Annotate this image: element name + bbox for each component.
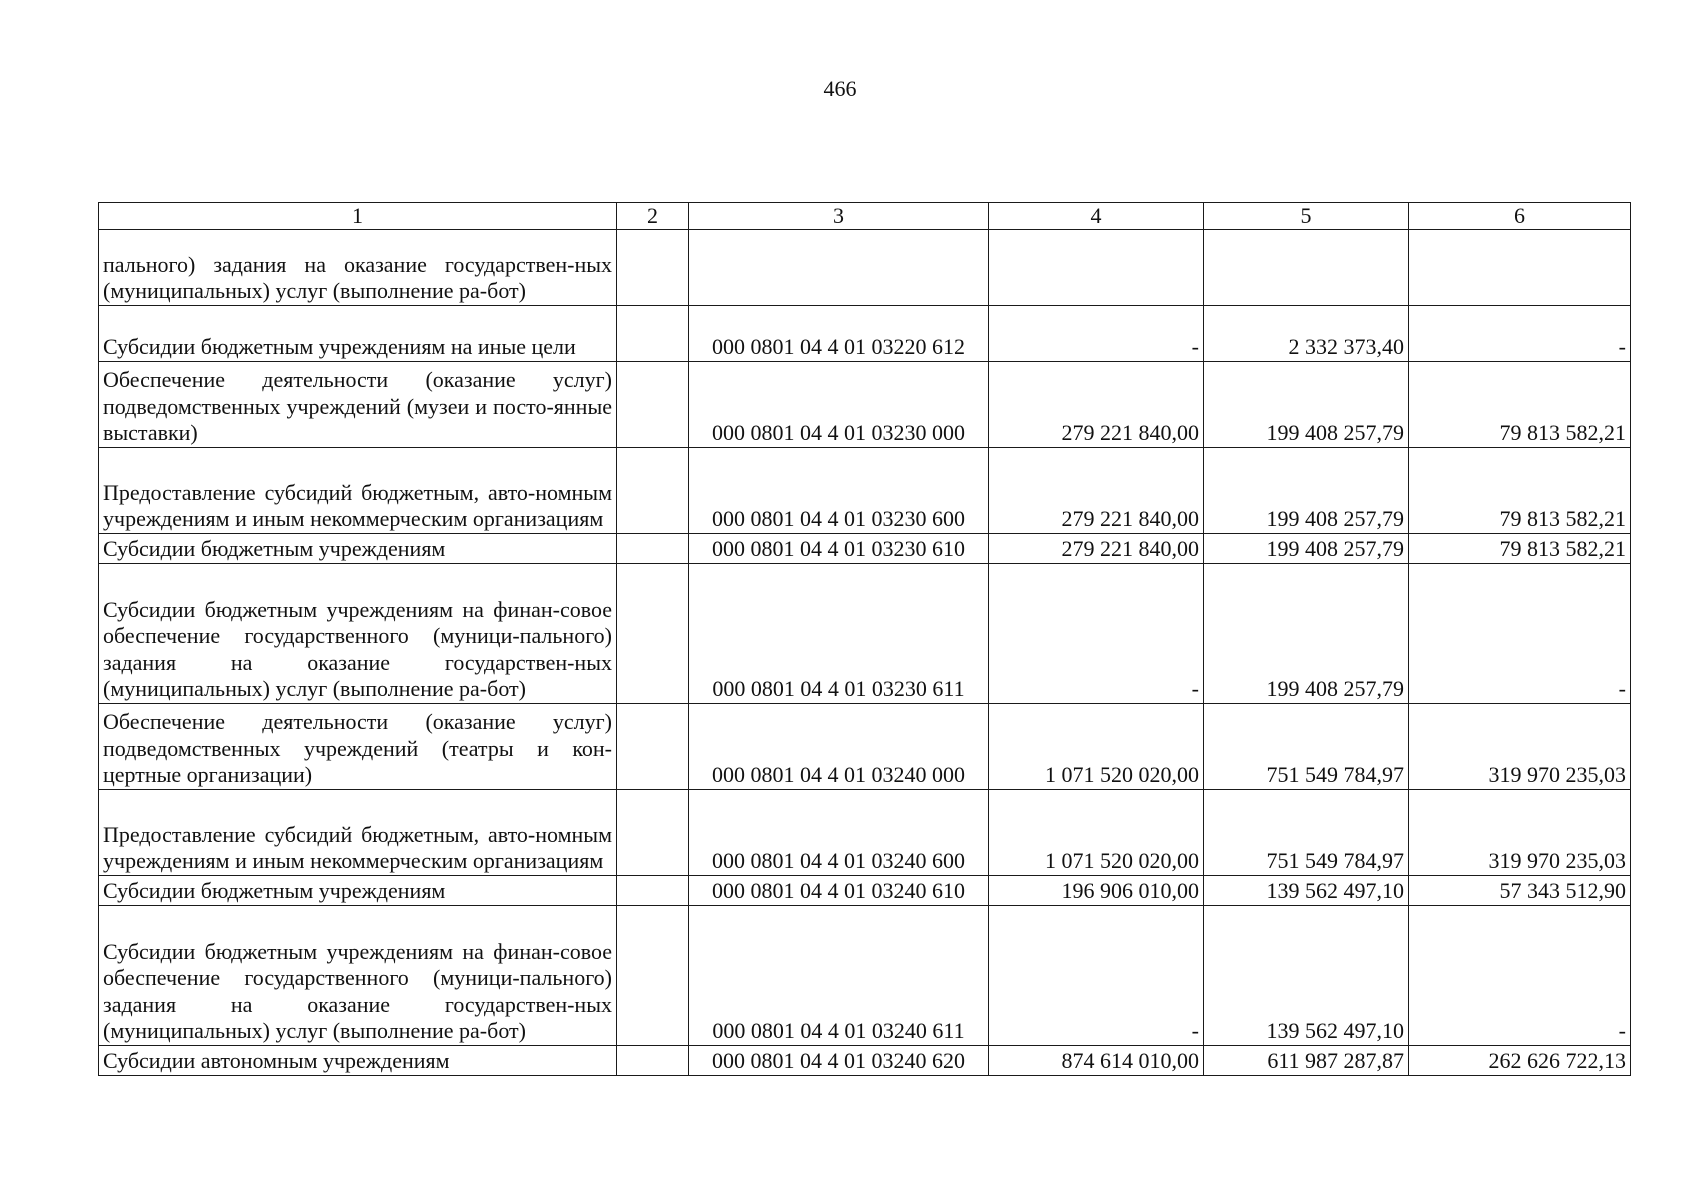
row-name: Субсидии бюджетным учреждениям на финан-совое обеспечение государственного (муници-пального) задания на оказание государствен-ных (муниципальных) услуг (выполнение ра-бот)	[99, 564, 617, 704]
row-value-4	[989, 230, 1204, 306]
row-value-5: 139 562 497,10	[1204, 906, 1409, 1046]
row-name: Субсидии бюджетным учреждениям на финан-совое обеспечение государственного (муници-пального) задания на оказание государствен-ных (муниципальных) услуг (выполнение ра-бот)	[99, 906, 617, 1046]
row-value-4: -	[989, 906, 1204, 1046]
table-row	[99, 906, 1631, 1046]
row-code: 000 0801 04 4 01 03240 600	[689, 790, 989, 876]
row-value-5: 751 549 784,97	[1204, 790, 1409, 876]
column-header: 2	[617, 203, 689, 230]
table-row	[99, 230, 1631, 306]
table-row	[99, 790, 1631, 876]
row-name: Субсидии автономным учреждениям	[99, 1046, 617, 1076]
row-name: пального) задания на оказание государствен-ных (муниципальных) услуг (выполнение ра-бот)	[99, 230, 617, 306]
table-row	[99, 704, 1631, 790]
row-value-6: 57 343 512,90	[1409, 876, 1631, 906]
row-code: 000 0801 04 4 01 03240 620	[689, 1046, 989, 1076]
row-value-6: 79 813 582,21	[1409, 534, 1631, 564]
row-code: 000 0801 04 4 01 03230 611	[689, 564, 989, 704]
row-col2	[617, 362, 689, 448]
row-name: Субсидии бюджетным учреждениям на иные цели	[99, 306, 617, 362]
column-header: 6	[1409, 203, 1631, 230]
row-name: Субсидии бюджетным учреждениям	[99, 876, 617, 906]
row-value-6: 319 970 235,03	[1409, 704, 1631, 790]
row-col2	[617, 306, 689, 362]
row-col2	[617, 790, 689, 876]
row-value-5: 199 408 257,79	[1204, 448, 1409, 534]
row-code	[689, 230, 989, 306]
row-value-6: -	[1409, 306, 1631, 362]
row-value-6: 319 970 235,03	[1409, 790, 1631, 876]
row-col2	[617, 1046, 689, 1076]
row-value-5: 199 408 257,79	[1204, 534, 1409, 564]
row-value-6: -	[1409, 564, 1631, 704]
row-value-5: 751 549 784,97	[1204, 704, 1409, 790]
row-value-4: 1 071 520 020,00	[989, 704, 1204, 790]
row-code: 000 0801 04 4 01 03220 612	[689, 306, 989, 362]
row-code: 000 0801 04 4 01 03240 611	[689, 906, 989, 1046]
row-col2	[617, 704, 689, 790]
table-row	[99, 306, 1631, 362]
table-row	[99, 362, 1631, 448]
row-value-4: 874 614 010,00	[989, 1046, 1204, 1076]
row-value-4: 279 221 840,00	[989, 448, 1204, 534]
budget-table	[98, 202, 1631, 1076]
page-number: 466	[823, 76, 857, 101]
row-value-4: 279 221 840,00	[989, 362, 1204, 448]
row-col2	[617, 906, 689, 1046]
row-value-6: -	[1409, 906, 1631, 1046]
row-name: Предоставление субсидий бюджетным, авто-номным учреждениям и иным некоммерческим организациям	[99, 448, 617, 534]
row-value-4: -	[989, 564, 1204, 704]
row-value-4: 1 071 520 020,00	[989, 790, 1204, 876]
table-row	[99, 448, 1631, 534]
row-name: Обеспечение деятельности (оказание услуг) подведомственных учреждений (музеи и посто-янные выставки)	[99, 362, 617, 448]
row-code: 000 0801 04 4 01 03230 610	[689, 534, 989, 564]
table-row	[99, 564, 1631, 704]
row-value-4: 279 221 840,00	[989, 534, 1204, 564]
row-code: 000 0801 04 4 01 03240 610	[689, 876, 989, 906]
column-header: 4	[989, 203, 1204, 230]
column-header: 3	[689, 203, 989, 230]
row-name: Субсидии бюджетным учреждениям	[99, 534, 617, 564]
row-value-5: 139 562 497,10	[1204, 876, 1409, 906]
row-code: 000 0801 04 4 01 03240 000	[689, 704, 989, 790]
row-col2	[617, 534, 689, 564]
row-code: 000 0801 04 4 01 03230 600	[689, 448, 989, 534]
row-value-5: 2 332 373,40	[1204, 306, 1409, 362]
row-value-4: -	[989, 306, 1204, 362]
row-value-5: 611 987 287,87	[1204, 1046, 1409, 1076]
row-value-4: 196 906 010,00	[989, 876, 1204, 906]
row-name: Обеспечение деятельности (оказание услуг) подведомственных учреждений (театры и кон-цертные организации)	[99, 704, 617, 790]
column-number-header-row	[99, 203, 1631, 230]
row-value-5: 199 408 257,79	[1204, 362, 1409, 448]
row-value-6: 79 813 582,21	[1409, 362, 1631, 448]
row-value-6: 262 626 722,13	[1409, 1046, 1631, 1076]
row-col2	[617, 448, 689, 534]
row-name: Предоставление субсидий бюджетным, авто-номным учреждениям и иным некоммерческим организациям	[99, 790, 617, 876]
column-header: 5	[1204, 203, 1409, 230]
row-code: 000 0801 04 4 01 03230 000	[689, 362, 989, 448]
row-value-5	[1204, 230, 1409, 306]
row-value-5: 199 408 257,79	[1204, 564, 1409, 704]
row-col2	[617, 876, 689, 906]
column-header: 1	[99, 203, 617, 230]
table-row	[99, 1046, 1631, 1076]
row-value-6	[1409, 230, 1631, 306]
row-col2	[617, 230, 689, 306]
row-value-6: 79 813 582,21	[1409, 448, 1631, 534]
table-row	[99, 534, 1631, 564]
table-row	[99, 876, 1631, 906]
row-col2	[617, 564, 689, 704]
